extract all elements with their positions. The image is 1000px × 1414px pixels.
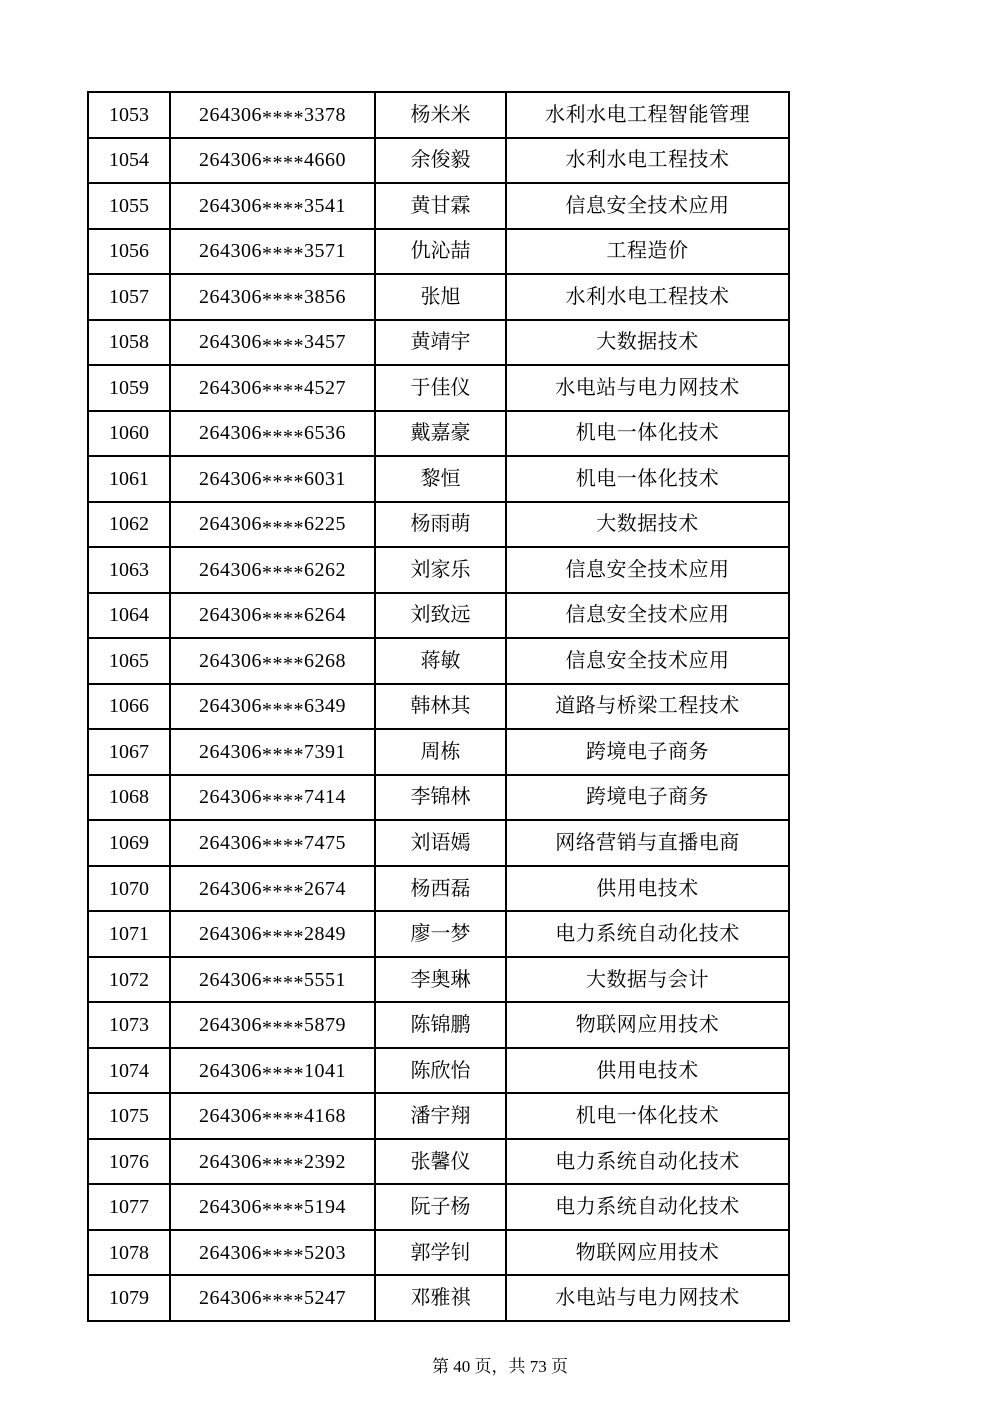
masked-digit: * [272,334,283,357]
masked-digit: * [293,607,304,630]
masked-digit: * [283,1199,294,1222]
masked-digit: * [272,1244,283,1267]
masked-digit: * [262,971,273,994]
masked-digit: * [272,1153,283,1176]
candidate-id-cell: 264306****7391 [170,729,375,775]
masked-digit: * [272,152,283,175]
masked-digit: * [272,471,283,494]
name-cell: 仇沁喆 [375,229,506,275]
masked-digit: * [272,562,283,585]
row-number-cell: 1072 [88,957,170,1003]
masked-digit: * [283,380,294,403]
major-cell: 信息安全技术应用 [506,547,789,593]
row-number-cell: 1067 [88,729,170,775]
masked-digit: * [272,653,283,676]
masked-digit: * [262,1153,273,1176]
row-number-cell: 1053 [88,92,170,138]
masked-digit: * [283,152,294,175]
table-row [88,1139,789,1185]
masked-digit: * [293,106,304,129]
candidate-id-cell: 264306****4527 [170,365,375,411]
candidate-id-cell: 264306****6536 [170,411,375,457]
masked-digit: * [283,789,294,812]
masked-digit: * [293,152,304,175]
row-number-cell: 1064 [88,593,170,639]
row-number-cell: 1070 [88,866,170,912]
table-row [88,456,789,502]
masked-digit: * [293,471,304,494]
row-number-cell: 1079 [88,1275,170,1321]
name-cell: 张馨仪 [375,1139,506,1185]
name-cell: 陈锦鹏 [375,1002,506,1048]
masked-digit: * [293,1244,304,1267]
masked-digit: * [272,607,283,630]
candidate-id-cell: 264306****6262 [170,547,375,593]
masked-digit: * [293,516,304,539]
table-row [88,866,789,912]
major-cell: 电力系统自动化技术 [506,911,789,957]
masked-digit: * [262,789,273,812]
candidate-id-cell: 264306****3856 [170,274,375,320]
masked-digit: * [272,516,283,539]
table-row [88,684,789,730]
masked-digit: * [283,471,294,494]
major-cell: 跨境电子商务 [506,775,789,821]
major-cell: 电力系统自动化技术 [506,1139,789,1185]
masked-digit: * [293,880,304,903]
major-cell: 道路与桥梁工程技术 [506,684,789,730]
major-cell: 网络营销与直播电商 [506,820,789,866]
row-number-cell: 1076 [88,1139,170,1185]
table-row [88,1230,789,1276]
table-row [88,1048,789,1094]
masked-digit: * [272,197,283,220]
masked-digit: * [283,516,294,539]
masked-digit: * [283,744,294,767]
row-number-cell: 1074 [88,1048,170,1094]
table-row [88,957,789,1003]
masked-digit: * [283,971,294,994]
candidate-id-cell: 264306****2849 [170,911,375,957]
table-row [88,1002,789,1048]
masked-digit: * [283,1153,294,1176]
major-cell: 大数据与会计 [506,957,789,1003]
masked-digit: * [272,380,283,403]
masked-digit: * [293,653,304,676]
row-number-cell: 1066 [88,684,170,730]
masked-digit: * [262,562,273,585]
masked-digit: * [262,835,273,858]
masked-digit: * [272,425,283,448]
candidate-id-cell: 264306****2392 [170,1139,375,1185]
table-row [88,638,789,684]
masked-digit: * [272,1062,283,1085]
masked-digit: * [262,334,273,357]
row-number-cell: 1068 [88,775,170,821]
name-cell: 李奥琳 [375,957,506,1003]
masked-digit: * [272,1290,283,1313]
masked-digit: * [272,971,283,994]
masked-digit: * [293,197,304,220]
name-cell: 韩林其 [375,684,506,730]
candidate-id-cell: 264306****7475 [170,820,375,866]
major-cell: 水利水电工程技术 [506,274,789,320]
name-cell: 黄甘霖 [375,183,506,229]
candidate-id-cell: 264306****5551 [170,957,375,1003]
masked-digit: * [283,1244,294,1267]
masked-digit: * [262,880,273,903]
candidate-id-cell: 264306****3378 [170,92,375,138]
masked-digit: * [272,744,283,767]
masked-digit: * [262,1017,273,1040]
row-number-cell: 1069 [88,820,170,866]
masked-digit: * [283,835,294,858]
name-cell: 陈欣怡 [375,1048,506,1094]
masked-digit: * [293,1199,304,1222]
masked-digit: * [262,152,273,175]
masked-digit: * [293,425,304,448]
major-cell: 大数据技术 [506,502,789,548]
candidate-id-cell: 264306****3541 [170,183,375,229]
masked-digit: * [272,243,283,266]
candidate-id-cell: 264306****4660 [170,138,375,184]
candidate-id-cell: 264306****6268 [170,638,375,684]
masked-digit: * [283,1290,294,1313]
major-cell: 电力系统自动化技术 [506,1184,789,1230]
masked-digit: * [262,744,273,767]
table-row [88,320,789,366]
masked-digit: * [262,380,273,403]
candidate-id-cell: 264306****6349 [170,684,375,730]
masked-digit: * [293,289,304,311]
table-row [88,411,789,457]
row-number-cell: 1065 [88,638,170,684]
masked-digit: * [293,1062,304,1085]
masked-digit: * [272,835,283,858]
row-number-cell: 1063 [88,547,170,593]
table-row [88,1093,789,1139]
row-number-cell: 1059 [88,365,170,411]
table-row [88,183,789,229]
masked-digit: * [283,334,294,357]
row-number-cell: 1062 [88,502,170,548]
row-number-cell: 1071 [88,911,170,957]
name-cell: 余俊毅 [375,138,506,184]
name-cell: 黄靖宇 [375,320,506,366]
masked-digit: * [272,698,283,721]
row-number-cell: 1073 [88,1002,170,1048]
major-cell: 物联网应用技术 [506,1002,789,1048]
major-cell: 供用电技术 [506,866,789,912]
major-cell: 跨境电子商务 [506,729,789,775]
masked-digit: * [262,698,273,721]
major-cell: 水电站与电力网技术 [506,365,789,411]
masked-digit: * [262,607,273,630]
masked-digit: * [272,289,283,311]
table-row [88,92,789,138]
name-cell: 郭学钊 [375,1230,506,1276]
masked-digit: * [272,1017,283,1040]
masked-digit: * [293,698,304,721]
masked-digit: * [283,106,294,129]
major-cell: 水利水电工程技术 [506,138,789,184]
candidate-id-cell: 264306****3571 [170,229,375,275]
masked-digit: * [272,789,283,812]
masked-digit: * [272,106,283,129]
major-cell: 信息安全技术应用 [506,593,789,639]
masked-digit: * [272,1199,283,1222]
page-number-footer: 第 40 页，共 73 页 [432,1357,568,1376]
masked-digit: * [283,425,294,448]
name-cell: 刘语嫣 [375,820,506,866]
masked-digit: * [283,607,294,630]
major-cell: 水电站与电力网技术 [506,1275,789,1321]
table-row [88,911,789,957]
candidate-id-cell: 264306****5247 [170,1275,375,1321]
masked-digit: * [283,562,294,585]
masked-digit: * [262,106,273,129]
masked-digit: * [283,926,294,949]
masked-digit: * [293,243,304,266]
row-number-cell: 1061 [88,456,170,502]
masked-digit: * [262,1062,273,1085]
major-cell: 大数据技术 [506,320,789,366]
masked-digit: * [283,1108,294,1131]
major-cell: 物联网应用技术 [506,1230,789,1276]
masked-digit: * [262,243,273,266]
table-row [88,274,789,320]
major-cell: 机电一体化技术 [506,1093,789,1139]
name-cell: 戴嘉豪 [375,411,506,457]
candidate-id-cell: 264306****6031 [170,456,375,502]
masked-digit: * [262,471,273,494]
major-cell: 工程造价 [506,229,789,275]
major-cell: 机电一体化技术 [506,456,789,502]
name-cell: 潘宇翔 [375,1093,506,1139]
masked-digit: * [293,744,304,767]
table-row [88,365,789,411]
row-number-cell: 1075 [88,1093,170,1139]
candidate-id-cell: 264306****6264 [170,593,375,639]
name-cell: 阮子杨 [375,1184,506,1230]
masked-digit: * [262,1108,273,1131]
table-row [88,138,789,184]
masked-digit: * [262,516,273,539]
row-number-cell: 1078 [88,1230,170,1276]
masked-digit: * [262,1290,273,1313]
table-row [88,502,789,548]
candidate-id-cell: 264306****4168 [170,1093,375,1139]
masked-digit: * [283,243,294,266]
masked-digit: * [293,789,304,812]
row-number-cell: 1054 [88,138,170,184]
candidate-id-cell: 264306****5879 [170,1002,375,1048]
masked-digit: * [283,289,294,311]
table-row [88,820,789,866]
masked-digit: * [262,289,273,311]
table-row [88,229,789,275]
candidate-id-cell: 264306****5194 [170,1184,375,1230]
candidate-id-cell: 264306****2674 [170,866,375,912]
candidate-id-cell: 264306****3457 [170,320,375,366]
table-row [88,593,789,639]
masked-digit: * [293,1017,304,1040]
name-cell: 杨雨萌 [375,502,506,548]
table-row [88,1184,789,1230]
name-cell: 张旭 [375,274,506,320]
candidate-id-cell: 264306****5203 [170,1230,375,1276]
masked-digit: * [293,562,304,585]
major-cell: 水利水电工程智能管理 [506,92,789,138]
row-number-cell: 1056 [88,229,170,275]
table-row [88,775,789,821]
name-cell: 于佳仪 [375,365,506,411]
masked-digit: * [272,1108,283,1131]
masked-digit: * [262,1244,273,1267]
table-row [88,1275,789,1321]
row-number-cell: 1077 [88,1184,170,1230]
masked-digit: * [283,1062,294,1085]
masked-digit: * [283,698,294,721]
masked-digit: * [293,926,304,949]
masked-digit: * [293,380,304,403]
name-cell: 李锦林 [375,775,506,821]
masked-digit: * [293,1153,304,1176]
masked-digit: * [283,197,294,220]
candidate-id-cell: 264306****6225 [170,502,375,548]
row-number-cell: 1058 [88,320,170,366]
name-cell: 刘致远 [375,593,506,639]
name-cell: 蒋敏 [375,638,506,684]
major-cell: 供用电技术 [506,1048,789,1094]
masked-digit: * [262,926,273,949]
major-cell: 信息安全技术应用 [506,638,789,684]
candidate-id-cell: 264306****7414 [170,775,375,821]
masked-digit: * [283,1017,294,1040]
masked-digit: * [262,197,273,220]
table-row [88,547,789,593]
name-cell: 周栋 [375,729,506,775]
masked-digit: * [272,880,283,903]
name-cell: 杨米米 [375,92,506,138]
masked-digit: * [262,1199,273,1222]
name-cell: 黎恒 [375,456,506,502]
masked-digit: * [283,880,294,903]
masked-digit: * [272,926,283,949]
name-cell: 杨西磊 [375,866,506,912]
masked-digit: * [293,1108,304,1131]
student-roster-table [87,91,790,1322]
masked-digit: * [293,1290,304,1313]
major-cell: 机电一体化技术 [506,411,789,457]
row-number-cell: 1060 [88,411,170,457]
name-cell: 刘家乐 [375,547,506,593]
name-cell: 邓雅祺 [375,1275,506,1321]
major-cell: 信息安全技术应用 [506,183,789,229]
candidate-id-cell: 264306****1041 [170,1048,375,1094]
table-row [88,729,789,775]
name-cell: 廖一梦 [375,911,506,957]
row-number-cell: 1055 [88,183,170,229]
masked-digit: * [293,835,304,858]
masked-digit: * [283,653,294,676]
masked-digit: * [293,334,304,357]
row-number-cell: 1057 [88,274,170,320]
masked-digit: * [262,425,273,448]
masked-digit: * [293,971,304,994]
masked-digit: * [262,653,273,676]
